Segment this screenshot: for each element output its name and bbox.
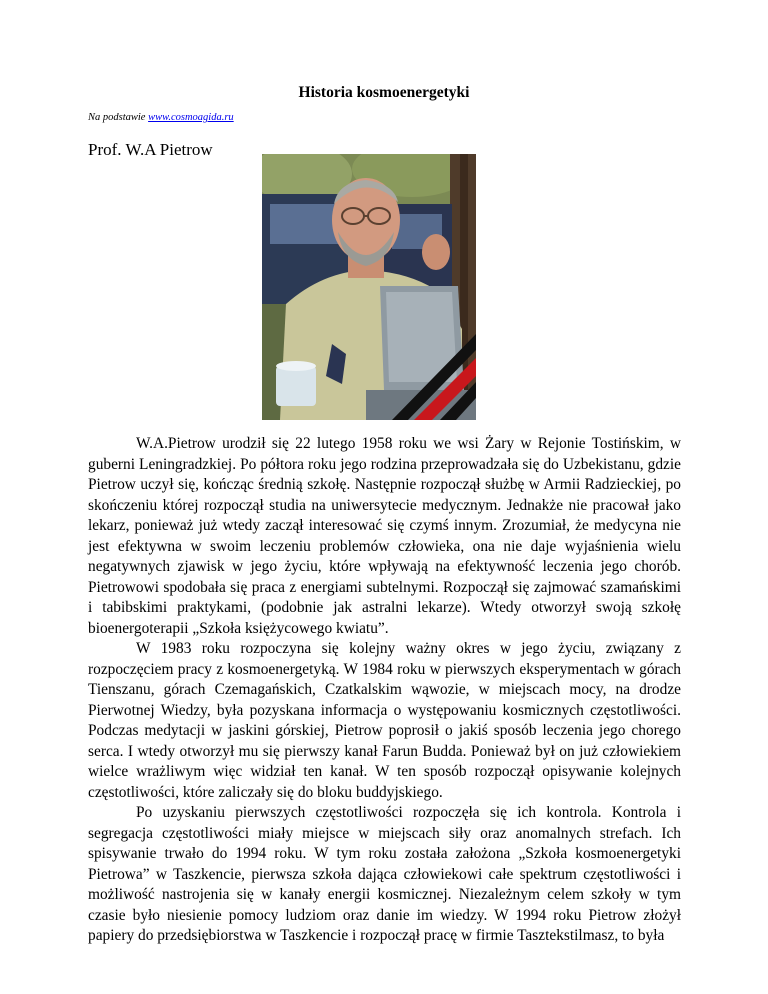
paragraph-1: W.A.Pietrow urodził się 22 lutego 1958 roku we wsi Żary w Rejonie Tostińskim, w guberni Leningradzkiej. Po półtora roku jego rodzina przeprowadzała się do Uzbekistanu, gdzie Pietrow uczył się, kończąc średnią szkołę. Następnie rozpoczął służbę w Armii Radzieckiej, po skończeniu której rozpoczął studia na uniwersytecie medycznym. Jednakże nie pracował jako lekarz, ponieważ już wtedy zaczął interesować się czymś innym. Zrozumiał, że medycyna nie jest efektywna w swoim leczeniu problemów człowieka, ona nie daje wyjaśnienia wielu negatywnych zjawisk w jego życiu, które wpływają na efektywność leczenia jego chorób. Pietrowowi spodobała się praca z energiami subtelnymi. Rozpoczął się zajmować szamańskimi i tabibskimi praktykami, (podobnie jak astralni lekarze). Wtedy otworzył swoją szkołę bioenergoterapii „Szkoła księżycowego kwiatu”.	[88, 435, 681, 637]
source-line	[88, 112, 234, 123]
portrait-photo	[262, 154, 476, 420]
author-heading: Prof. W.A Pietrow	[88, 140, 213, 159]
source-prefix: Na podstawie	[88, 112, 149, 123]
paragraph-3: Po uzyskaniu pierwszych częstotliwości rozpoczęła się ich kontrola. Kontrola i segregacja częstotliwości miały miejsce w miejscach siły oraz anomalnych strefach. Ich spisywanie trwało do 1994 roku. W tym roku została założona „Szkoła kosmoenergetyki Pietrowa” w Taszkencie, pierwsza szkoła dająca człowiekowi całe spektrum częstotliwości i możliwość nastrojenia się w kanały energii kosmicznej. Niezależnym celem szkoły w tym czasie było niesienie pomocy ludziom oraz danie im wiedzy. W 1994 roku Pietrow złożył papiery do przedsiębiorstwa w Taszkencie i rozpoczął pracę w firmie Tasztekstilmasz, to była	[88, 804, 681, 944]
document-title: Historia kosmoenergetyki	[298, 84, 470, 101]
document-body	[88, 434, 681, 947]
source-link[interactable]: www.cosmoagida.ru	[148, 112, 234, 123]
paragraph-2: W 1983 roku rozpoczyna się kolejny ważny okres w jego życiu, związany z rozpoczęciem pracy z kosmoenergetyką. W 1984 roku w pierwszych eksperymentach w górach Tienszanu, górach Czemagańskich, Czatkalskim wąwozie, w miejscach mocy, na drodze Pierwotnej Wiedzy, była pozyskana informacja o występowaniu kosmicznych częstotliwości. Podczas medytacji w jaskini górskiej, Pietrow poprosił o jakiś sposób leczenia jego chorego serca. I wtedy otworzył mu się pierwszy kanał Farun Budda. Ponieważ był on już człowiekiem wielce wrażliwym więc widział ten kanał. W ten sposób rozpoczął opisywanie kolejnych częstotliwości, które zaliczały się do bloku buddyjskiego.	[88, 640, 681, 801]
